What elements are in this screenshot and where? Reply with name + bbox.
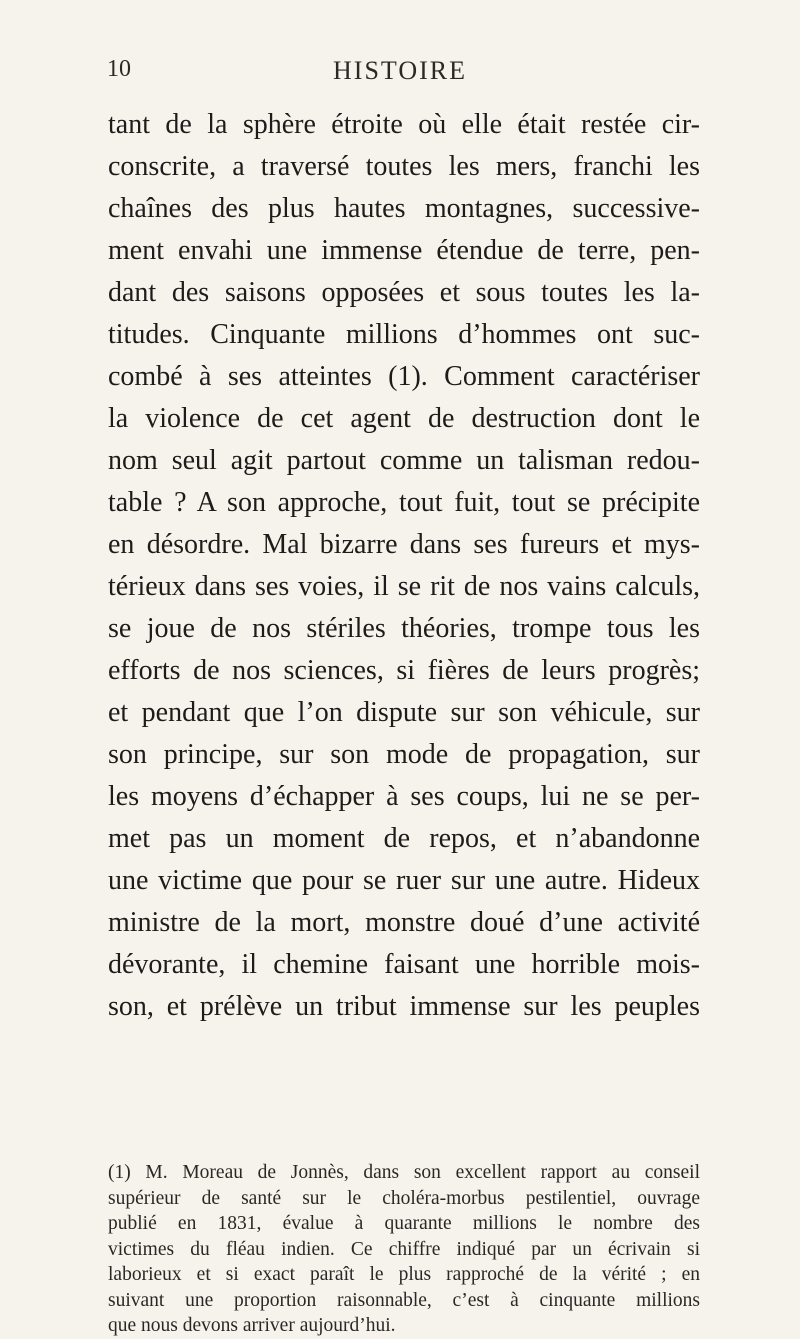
- body-text: [108, 104, 700, 1028]
- text-line: ment envahi une immense étendue de terre, pen-: [108, 235, 700, 266]
- footnote-line: publié en 1831, évalue à quarante millions le nombre des: [108, 1213, 700, 1234]
- text-line: en désordre. Mal bizarre dans ses fureurs et mys-: [108, 529, 700, 560]
- text-line: dant des saisons opposées et sous toutes les la-: [108, 277, 700, 308]
- footnote-line: supérieur de santé sur le choléra-morbus pestilentiel, ouvrage: [108, 1187, 700, 1209]
- footnote-line: laborieux et si exact paraît le plus rapproché de la vérité ; en: [108, 1264, 700, 1285]
- running-title: HISTOIRE: [333, 56, 467, 85]
- text-line: les moyens d’échapper à ses coups, lui ne se per-: [108, 781, 700, 812]
- text-line: nom seul agit partout comme un talisman redou-: [108, 445, 700, 476]
- text-line: et pendant que l’on dispute sur son véhicule, sur: [108, 697, 700, 728]
- text-line: son, et prélève un tribut immense sur les peuples: [108, 991, 700, 1022]
- text-line: efforts de nos sciences, si fières de leurs progrès;: [108, 655, 700, 686]
- text-line: combé à ses atteintes (1). Comment caractériser: [108, 361, 700, 392]
- text-line: conscrite, a traversé toutes les mers, franchi les: [108, 151, 700, 182]
- footnote-line: suivant une proportion raisonnable, c’est à cinquante millions: [108, 1289, 700, 1311]
- text-line: dévorante, il chemine faisant une horrible mois-: [108, 949, 700, 980]
- page-header: [0, 52, 800, 92]
- footnote-line: (1) M. Moreau de Jonnès, dans son excellent rapport au conseil: [108, 1162, 700, 1183]
- text-line: met pas un moment de repos, et n’abandonne: [108, 823, 700, 854]
- footnote: [108, 1160, 700, 1339]
- text-line: la violence de cet agent de destruction dont le: [108, 403, 700, 434]
- text-line: une victime que pour se ruer sur une autre. Hideux: [108, 865, 700, 896]
- text-line: titudes. Cinquante millions d’hommes ont suc-: [108, 319, 700, 350]
- text-line: son principe, sur son mode de propagation, sur: [108, 739, 700, 770]
- footnote-line: que nous devons arriver aujourd’hui.: [108, 1315, 396, 1336]
- footnote-line: victimes du fléau indien. Ce chiffre indiqué par un écrivain si: [108, 1238, 700, 1260]
- text-line: térieux dans ses voies, il se rit de nos vains calculs,: [108, 571, 700, 602]
- text-line: table ? A son approche, tout fuit, tout se précipite: [108, 487, 700, 518]
- text-line: tant de la sphère étroite où elle était restée cir-: [108, 109, 700, 140]
- text-line: se joue de nos stériles théories, trompe tous les: [108, 613, 700, 644]
- page-number: 10: [107, 56, 131, 82]
- text-line: chaînes des plus hautes montagnes, successive-: [108, 193, 700, 224]
- text-line: ministre de la mort, monstre doué d’une activité: [108, 907, 700, 938]
